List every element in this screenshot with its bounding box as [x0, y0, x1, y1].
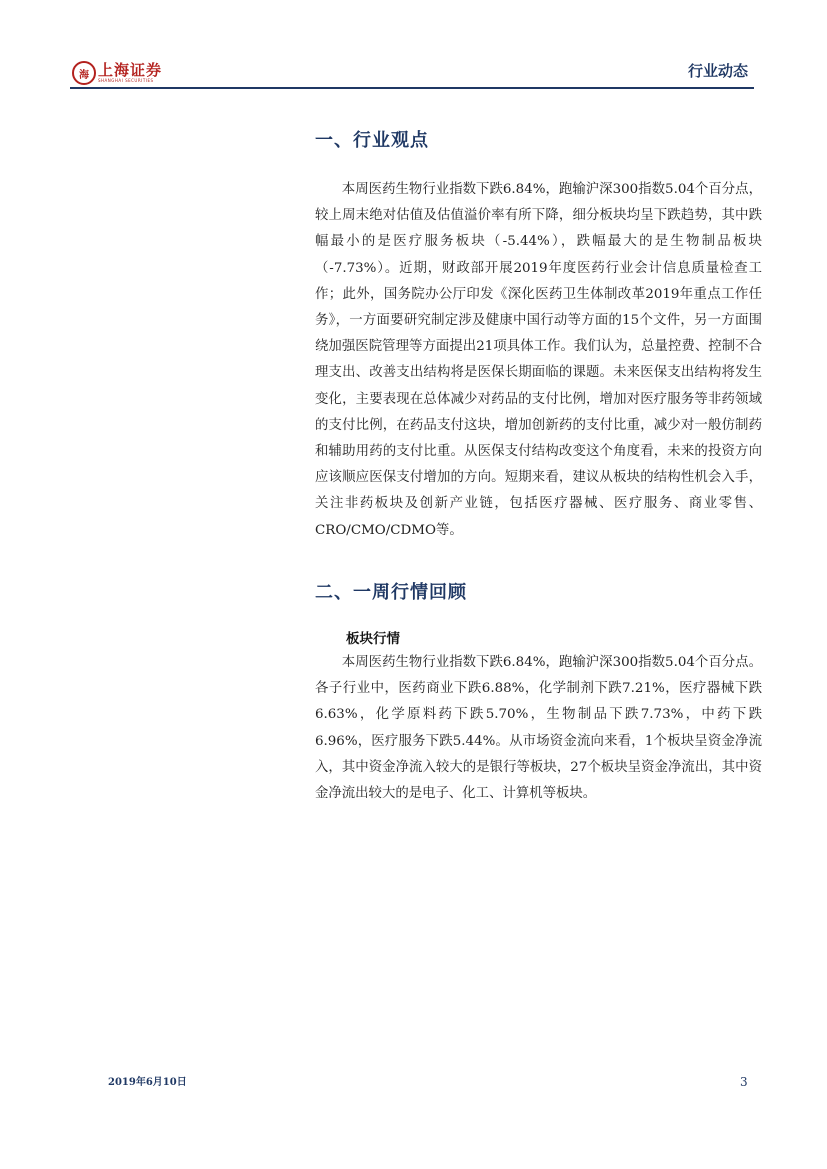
company-logo	[72, 58, 172, 88]
section-2-heading: 二、一周行情回顾	[315, 582, 467, 603]
logo-wordmark	[98, 63, 162, 83]
report-category: 行业动态	[687, 62, 748, 80]
header-divider	[70, 87, 754, 89]
logo-seal-icon: 海	[72, 61, 96, 85]
page-number: 3	[740, 1075, 748, 1089]
section-2-paragraph: 本周医药生物行业指数下跌6.84%，跑输沪深300指数5.04个百分点。各子行业中，医药商业下跌6.88%，化学制剂下跌7.21%，医疗器械下跌6.63%，化学原料药下跌5.70%，生物制品下跌7.73%，中药下跌6.96%，医疗服务下跌5.44%。从市场资金流向来看，1个板块呈资金净流入，其中资金净流入较大的是银行等板块，27个板块呈资金净流出，其中资金净流出较大的是电子、化工、计算机等板块。	[315, 655, 762, 802]
page-header	[70, 56, 754, 90]
report-date: 2019年6月10日	[108, 1077, 187, 1088]
section-1-heading: 一、行业观点	[315, 130, 429, 151]
logo-cn-text: 上海证券	[98, 61, 163, 79]
section-1-paragraph: 本周医药生物行业指数下跌6.84%，跑输沪深300指数5.04个百分点，较上周末绝对估值及估值溢价率有所下降，细分板块均呈下跌趋势，其中跌幅最小的是医疗服务板块（-5.44%），跌幅最大的是生物制品板块（-7.73%）。近期，财政部开展2019年度医药行业会计信息质量检查工作；此外，国务院办公厅印发《深化医药卫生体制改革2019年重点工作任务》，一方面要研究制定涉及健康中国行动等方面的15个文件，另一方面围绕加强医院管理等方面提出21项具体工作。我们认为，总量控费、控制不合理支出、改善支出结构将是医保长期面临的课题。未来医保支出结构将发生变化，主要表现在总体减少对药品的支付比例，增加对医疗服务等非药领域的支付比例，在药品支付这块，增加创新药的支付比重，减少对一般仿制药和辅助用药的支付比重。从医保支付结构改变这个角度看，未来的投资方向应该顺应医保支付增加的方向。短期来看，建议从板块的结构性机会入手，关注非药板块及创新产业链，包括医疗器械、医疗服务、商业零售、CRO/CMO/CDMO等。	[315, 182, 762, 538]
logo-en-text: SHANGHAI SECURITIES	[98, 78, 154, 83]
section-2-subheading: 板块行情	[346, 631, 400, 647]
